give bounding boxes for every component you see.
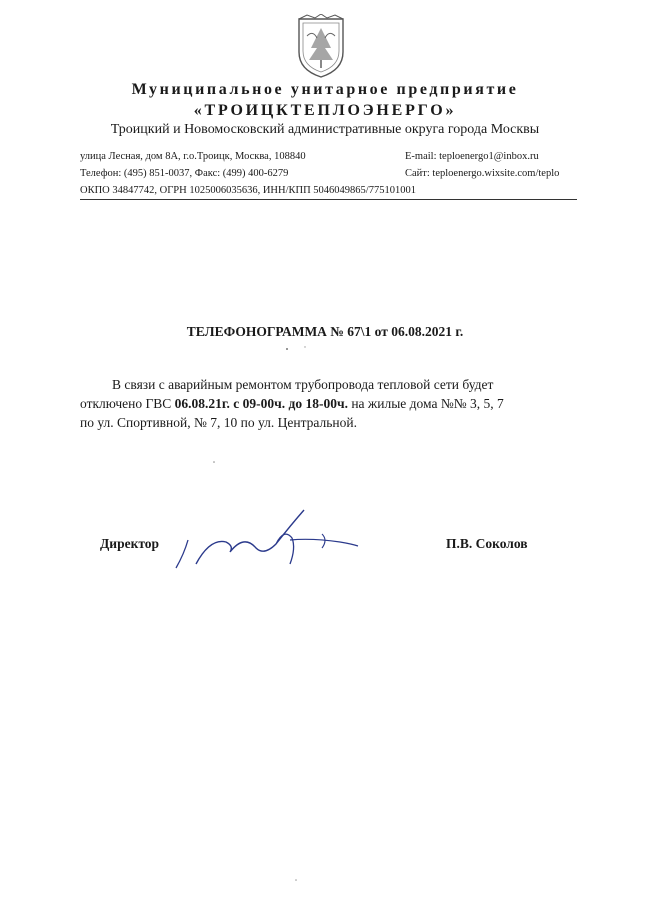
contact-phone-fax: Телефон: (495) 851-0037, Факс: (499) 400-6279 <box>80 168 289 179</box>
body-line-3: по ул. Спортивной, № 7, 10 по ул. Центральной. <box>80 415 357 430</box>
body-line-2-start: отключено ГВС <box>80 396 175 411</box>
organization-type: Муниципальное унитарное предприятие <box>131 81 519 98</box>
contact-website: Сайт: teploenergo.wixsite.com/teplo <box>405 168 560 179</box>
contact-email: E-mail: teploenergo1@inbox.ru <box>405 151 539 162</box>
organization-region: Троицкий и Новомосковский административные округа города Москвы <box>110 122 540 137</box>
contact-registration-codes: ОКПО 34847742, ОГРН 1025006035636, ИНН/КПП 5046049865/775101001 <box>80 185 416 196</box>
organization-name: «ТРОИЦКТЕПЛОЭНЕРГО» <box>193 102 457 119</box>
body-line-2-end: на жилые дома №№ 3, 5, 7 <box>347 396 504 411</box>
document-title: ТЕЛЕФОНОГРАММА № 67\1 от 06.08.2021 г. <box>186 324 464 339</box>
outage-period: 06.08.21г. с 09-00ч. до 18-00ч. <box>174 396 348 411</box>
signatory-role: Директор <box>100 536 160 551</box>
signatory-name: П.В. Соколов <box>446 536 528 551</box>
body-line-1: В связи с аварийным ремонтом трубопровода тепловой сети будет <box>112 377 494 392</box>
contact-address: улица Лесная, дом 8А, г.о.Троицк, Москва, 108840 <box>80 151 306 162</box>
